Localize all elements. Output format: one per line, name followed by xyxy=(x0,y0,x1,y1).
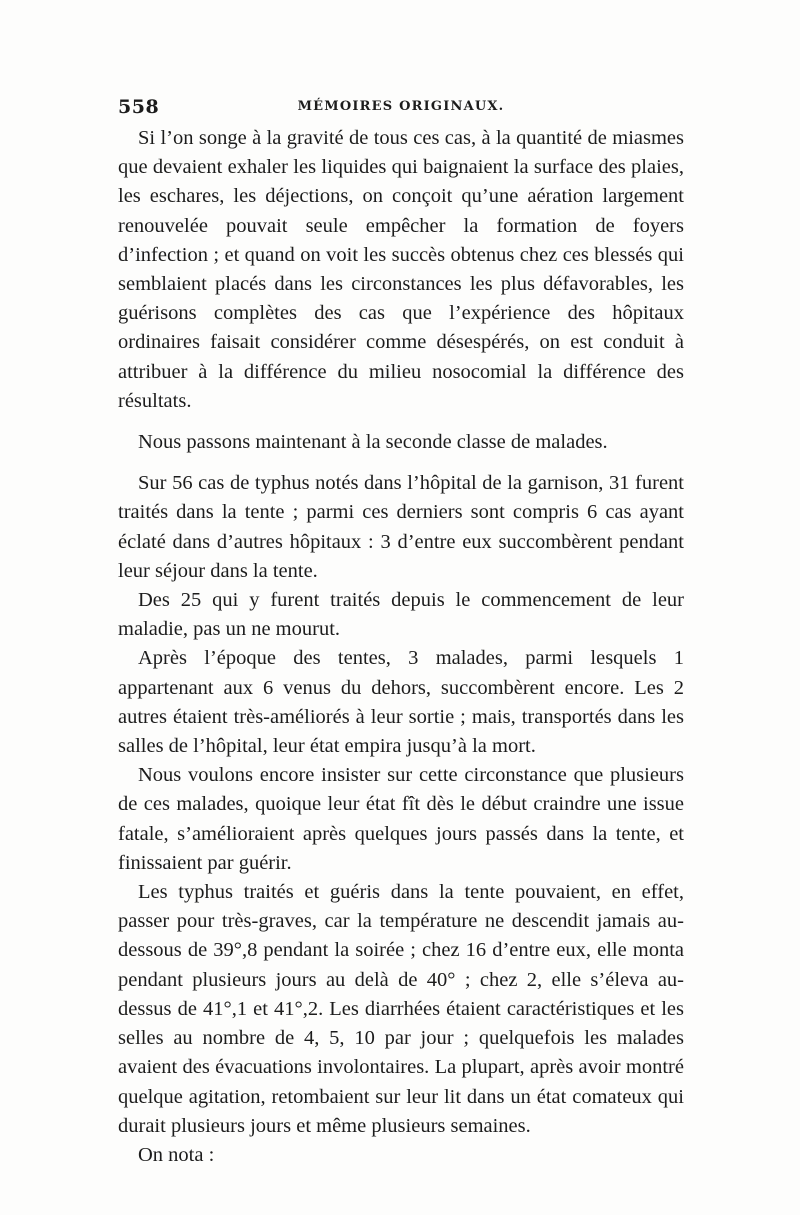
paragraph-typhus-cases: Sur 56 cas de typhus notés dans l’hôpital de la garnison, 31 furent traités dans la tente ; parmi ces derniers sont compris 6 cas ayant éclaté dans d’autres hôpitaux : 3 d’entre eux succombèrent pendant leur séjour dans la tente. xyxy=(118,472,684,582)
page-number: 558 xyxy=(118,96,160,118)
paragraph-after-tents: Après l’époque des tentes, 3 malades, parmi lesquels 1 appartenant aux 6 venus du dehors, succombèrent encore. Les 2 autres étaient très-améliorés à leur sortie ; mais, transportés dans les salles de l’hôpital, leur état empira jusqu’à la mort. xyxy=(118,647,684,758)
body-text xyxy=(118,124,684,1170)
paragraph-no-deaths: Des 25 qui y furent traités depuis le commencement de leur maladie, pas un ne mourut. xyxy=(118,589,684,641)
paragraph-severity: Les typhus traités et guéris dans la tente pouvaient, en effet, passer pour très-graves, car la température ne descendit jamais au-dessous de 39°,8 pendant la soirée ; chez 16 d’entre eux, elle monta pendant plusieurs jours au delà de 40° ; chez 2, elle s’éleva au-dessus de 41°,1 et 41°,2. Les diarrhées étaient caractéristiques et les selles au nombre de 4, 5, 10 par jour ; quelquefois les malades avaient des évacuations involontaires. La plupart, après avoir montré quelque agitation, retombaient sur leur lit dans un état comateux qui durait plusieurs jours et même plusieurs semaines. xyxy=(118,881,684,1137)
paragraph-on-nota: On nota : xyxy=(138,1143,215,1166)
running-title: MÉMOIRES ORIGINAUX. xyxy=(297,99,505,114)
paragraph-second-class: Nous passons maintenant à la seconde classe de malades. xyxy=(138,431,608,454)
paragraph-improvement: Nous voulons encore insister sur cette circonstance que plusieurs de ces malades, quoique leur état fît dès le début craindre une issue fatale, s’amélioraient après quelques jours passés dans la tente, et finissaient par guérir. xyxy=(118,764,684,874)
paragraph-ventilation: Si l’on songe à la gravité de tous ces cas, à la quantité de miasmes que devaient exhaler les liquides qui baignaient la surface des plaies, les eschares, les déjections, on conçoit qu’une aération largement renouvelée pouvait seule empêcher la formation de foyers d’infection ; et quand on voit les succès obtenus chez ces blessés qui semblaient placés dans les circonstances les plus défavorables, les guérisons complètes des cas que l’expérience des hôpitaux ordinaires faisait considérer comme désespérés, on est conduit à attribuer à la différence du milieu nosocomial la différence des résultats. xyxy=(118,127,684,412)
running-head xyxy=(118,96,684,120)
